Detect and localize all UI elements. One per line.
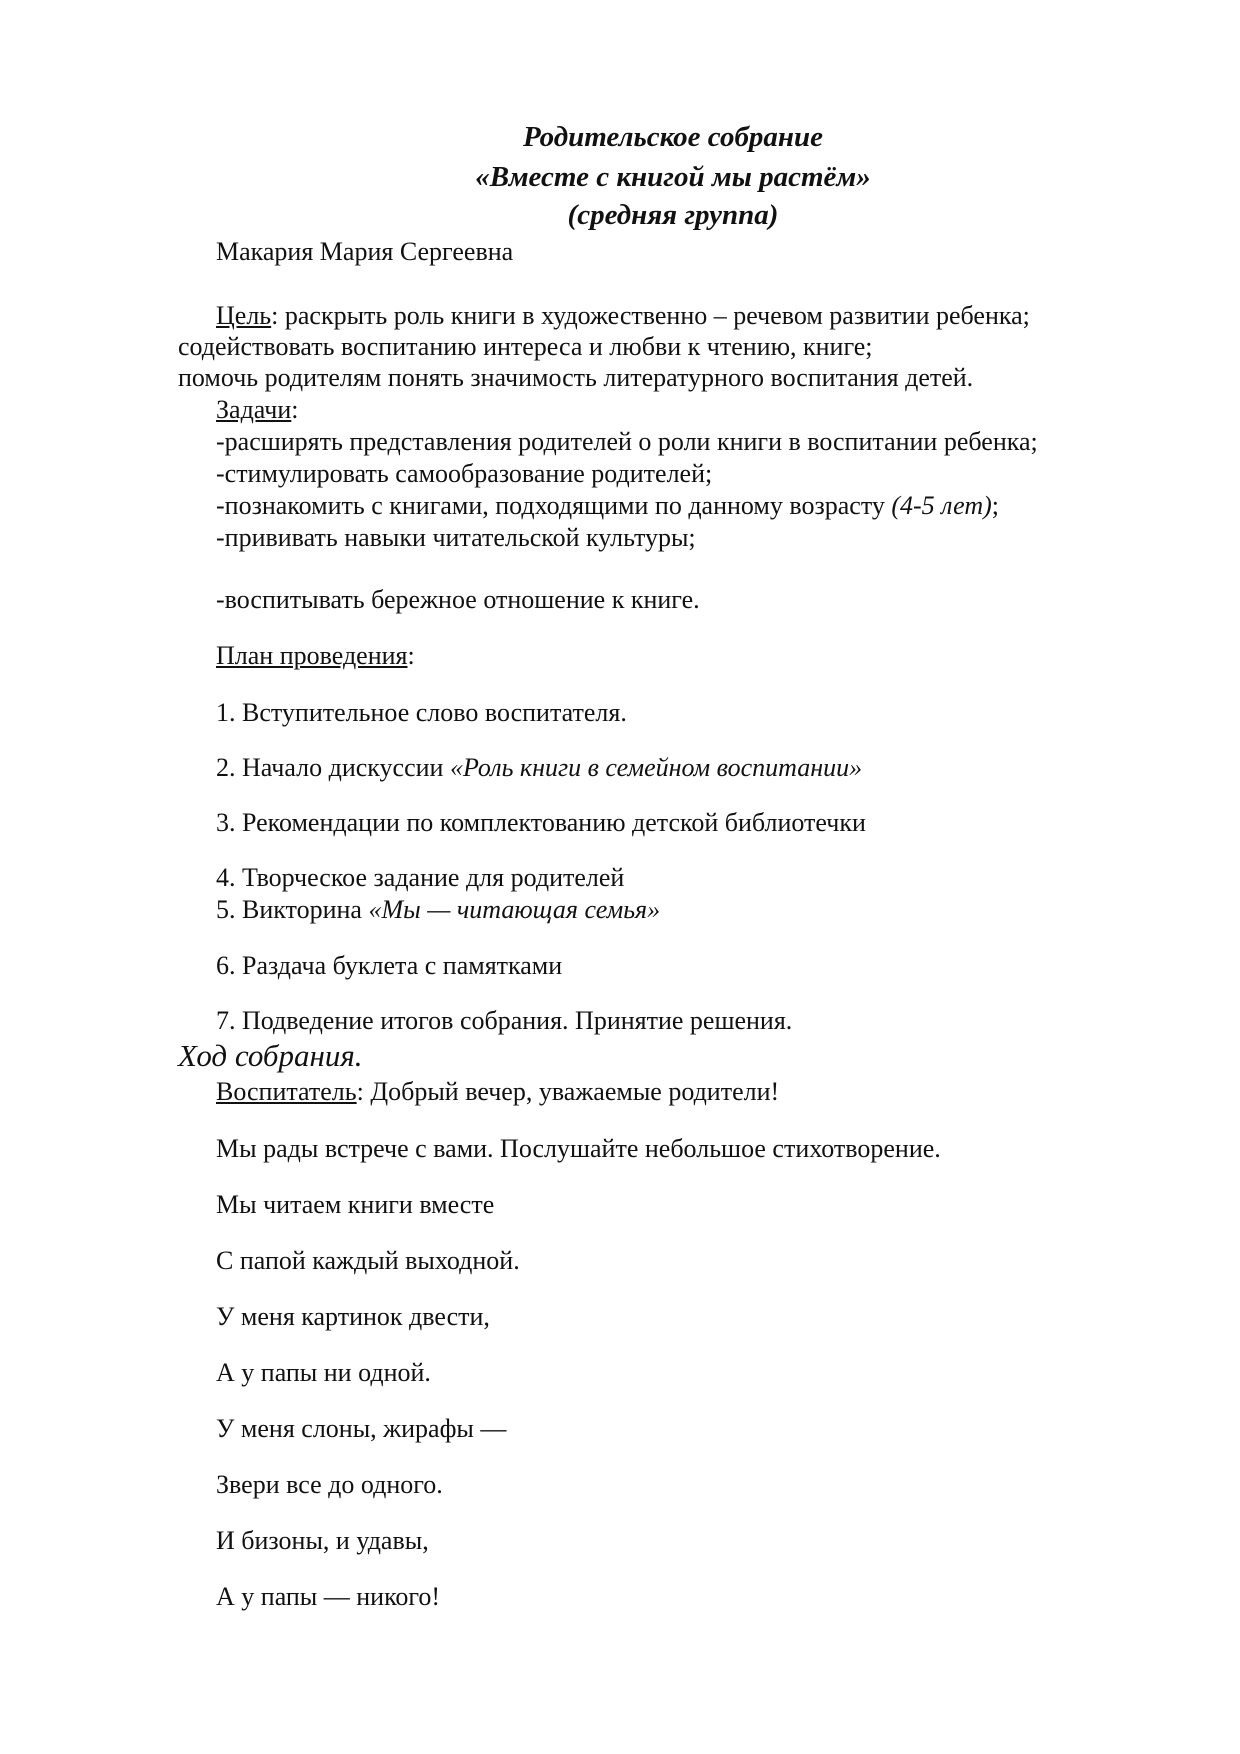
poem-line: И бизоны, и удавы, xyxy=(216,1526,429,1555)
meeting-heading: Ход собрания. xyxy=(178,1038,363,1073)
task-item: -расширять представления родителей о роли книги в воспитании ребенка; xyxy=(216,427,1038,456)
goal-line-1 xyxy=(216,300,1030,332)
title-line-3: (средняя группа) xyxy=(567,199,779,231)
plan-item-6: 6. Раздача буклета с памятками xyxy=(216,951,563,980)
tasks-label: Задачи xyxy=(216,395,292,424)
poem-line: У меня слоны, жирафы — xyxy=(216,1414,507,1443)
plan-heading xyxy=(216,640,415,672)
goal-line-3: помочь родителям понять значимость литературного воспитания детей. xyxy=(178,363,974,392)
task-item xyxy=(216,490,999,522)
goal-label: Цель xyxy=(216,301,272,330)
poem-line: У меня картинок двести, xyxy=(216,1302,490,1331)
meeting-greeting xyxy=(216,1076,779,1108)
speaker-label: Воспитатель xyxy=(216,1077,357,1106)
poem-line: Мы читаем книги вместе xyxy=(216,1190,495,1219)
plan-item-3: 3. Рекомендации по комплектованию детской библиотечки xyxy=(216,808,866,837)
title-line-2: «Вместе с книгой мы растём» xyxy=(475,161,871,193)
poem-line: Звери все до одного. xyxy=(216,1470,443,1499)
plan-item-7: 7. Подведение итогов собрания. Принятие решения. xyxy=(216,1006,793,1035)
plan-label: План проведения xyxy=(216,641,408,670)
task-item-text: -познакомить с книгами, подходящими по данному возрасту xyxy=(216,491,892,520)
plan-item-5 xyxy=(216,894,660,926)
greeting-text: : Добрый вечер, уважаемые родители! xyxy=(356,1077,780,1106)
plan-colon: : xyxy=(407,641,415,670)
plan-item-1: 1. Вступительное слово воспитателя. xyxy=(216,698,627,727)
plan-item-4: 4. Творческое задание для родителей xyxy=(216,863,625,892)
tasks-heading xyxy=(216,394,299,426)
task-age-tail: ; xyxy=(991,491,1000,520)
plan-item-2-topic: «Роль книги в семейном воспитании» xyxy=(449,753,863,782)
plan-item-2-prefix: 2. Начало дискуссии xyxy=(216,753,450,782)
author-name: Макария Мария Сергеевна xyxy=(216,237,514,266)
plan-item-5-topic: «Мы — читающая семья» xyxy=(368,895,661,924)
task-item: -воспитывать бережное отношение к книге. xyxy=(216,585,700,614)
plan-item-2 xyxy=(216,752,862,784)
plan-item-5-prefix: 5. Викторина xyxy=(216,895,369,924)
title-line-1: Родительское собрание xyxy=(522,121,824,153)
meeting-intro: Мы рады встрече с вами. Послушайте небольшое стихотворение. xyxy=(216,1134,941,1163)
poem-line: А у папы — никого! xyxy=(216,1582,441,1611)
poem-line: А у папы ни одной. xyxy=(216,1358,431,1387)
goal-text-1: : раскрыть роль книги в художественно – речевом развитии ребенка; xyxy=(271,301,1030,330)
poem-line: С папой каждый выходной. xyxy=(216,1246,520,1275)
tasks-colon: : xyxy=(291,395,299,424)
task-item: -прививать навыки читательской культуры; xyxy=(216,523,696,552)
goal-line-2: содействовать воспитанию интереса и любви к чтению, книге; xyxy=(178,332,873,361)
task-age-note: (4-5 лет) xyxy=(891,491,992,520)
task-item: -стимулировать самообразование родителей; xyxy=(216,459,713,488)
